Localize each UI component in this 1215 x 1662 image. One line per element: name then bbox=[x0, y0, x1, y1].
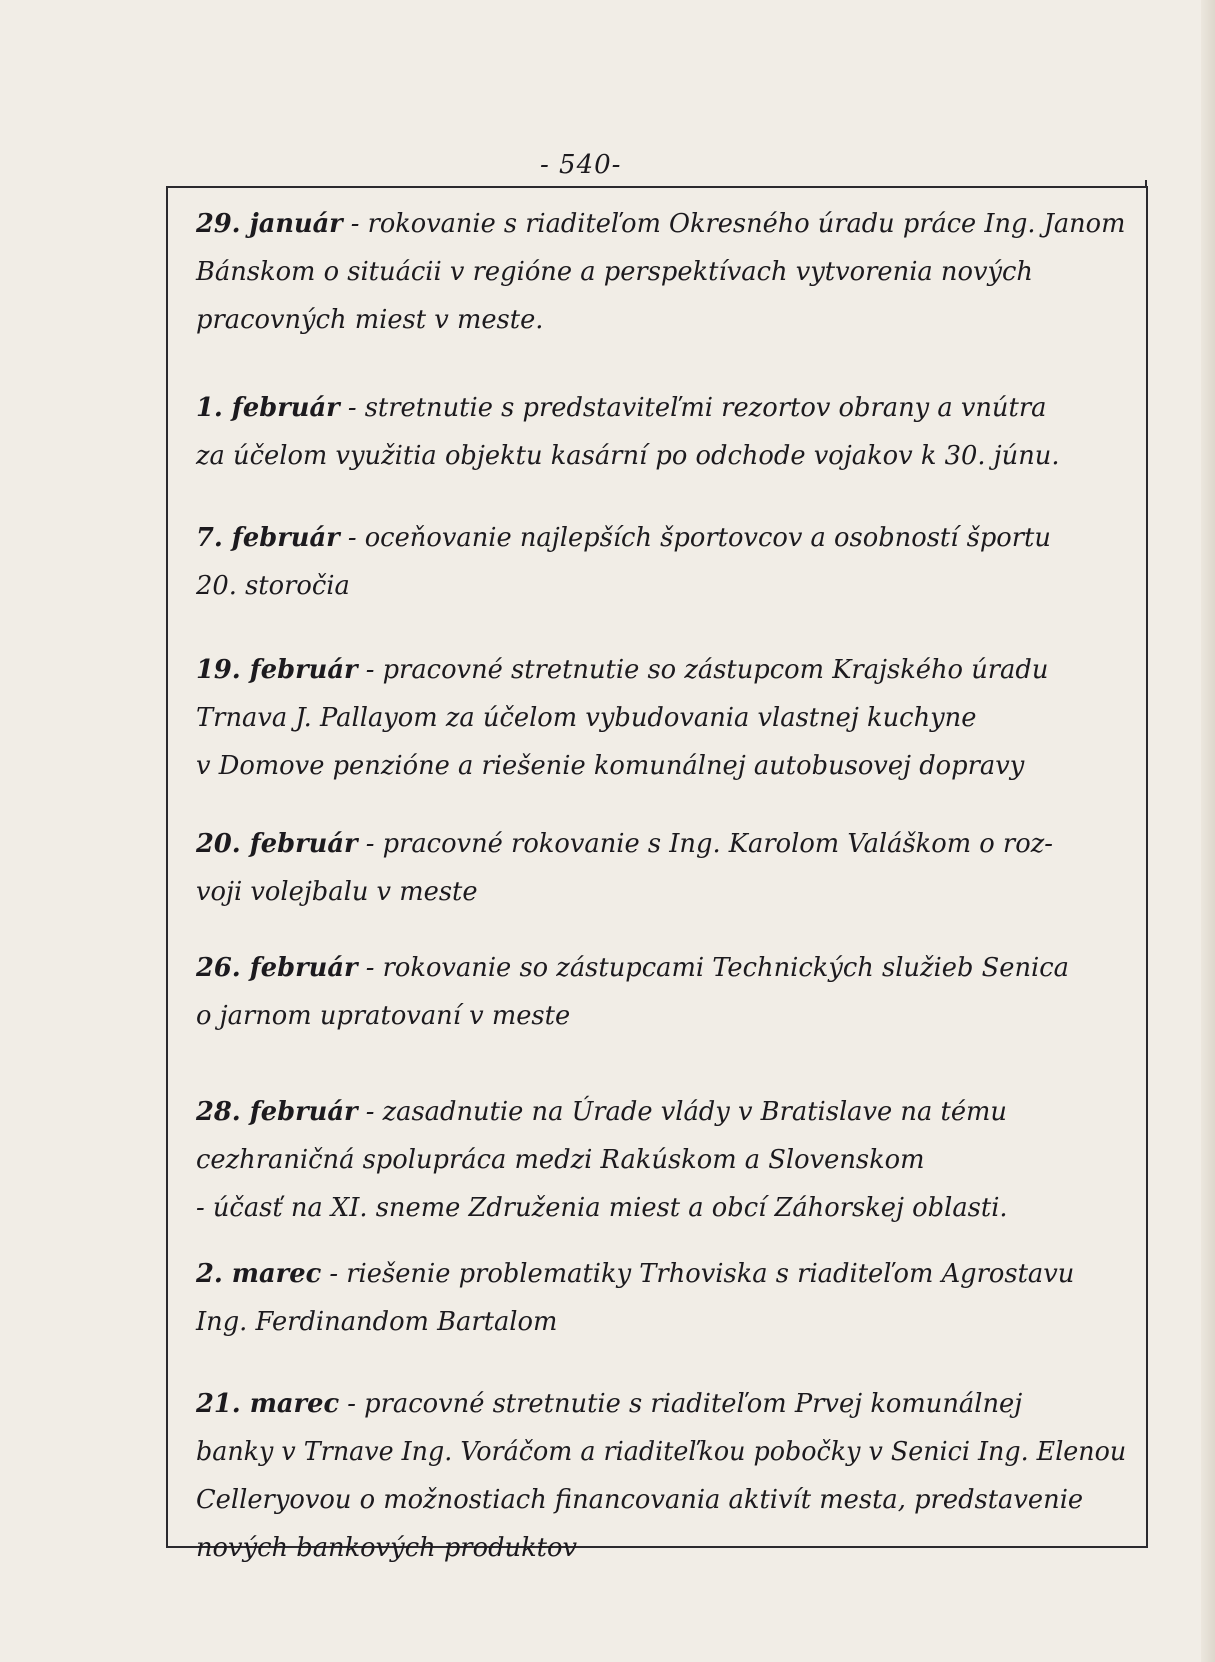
entry-first-line bbox=[196, 384, 1126, 432]
entry-first-line bbox=[196, 646, 1126, 694]
entry-text: - pracovné stretnutie s riaditeľom Prvej komunálnej bbox=[339, 1389, 1023, 1419]
entry-date: 19. február bbox=[196, 655, 358, 685]
entry-date: 1. február bbox=[196, 393, 340, 423]
entry-date: 7. február bbox=[196, 523, 340, 553]
entry-29-januar bbox=[196, 200, 1136, 344]
page-edge bbox=[1201, 0, 1215, 1662]
entry-date: 2. marec bbox=[196, 1259, 322, 1289]
entry-first-line bbox=[196, 1088, 1126, 1136]
entry-text: - rokovanie so zástupcami Technických služieb Senica bbox=[357, 953, 1069, 983]
entry-text: pracovných miest v meste. bbox=[196, 305, 544, 335]
entry-19-februar bbox=[196, 646, 1136, 790]
entry-text: - pracovné stretnutie so zástupcom Krajského úradu bbox=[357, 655, 1049, 685]
entry-first-line bbox=[196, 820, 1126, 868]
entry-text: Trnava J. Pallayom za účelom vybudovania vlastnej kuchyne bbox=[196, 703, 977, 733]
entry-20-februar bbox=[196, 820, 1136, 916]
entry-text: - stretnutie s predstaviteľmi rezortov obrany a vnútra bbox=[339, 393, 1047, 423]
entry-text: banky v Trnave Ing. Voráčom a riaditeľkou pobočky v Senici Ing. Elenou bbox=[196, 1437, 1127, 1467]
entry-text: Ing. Ferdinandom Bartalom bbox=[196, 1307, 558, 1337]
page-number: - 540- bbox=[540, 150, 622, 180]
entry-text: - zasadnutie na Úrade vlády v Bratislave na tému bbox=[357, 1097, 1007, 1127]
entry-26-februar bbox=[196, 944, 1136, 1040]
entry-first-line bbox=[196, 1250, 1126, 1298]
entry-first-line bbox=[196, 944, 1126, 992]
entry-first-line bbox=[196, 1380, 1126, 1428]
entry-text: - riešenie problematiky Trhoviska s riaditeľom Agrostavu bbox=[321, 1259, 1075, 1289]
entry-text: - rokovanie s riaditeľom Okresného úradu práce Ing. Janom bbox=[342, 209, 1126, 239]
entry-text: 20. storočia bbox=[196, 571, 350, 601]
entry-text: - pracovné rokovanie s Ing. Karolom Valáškom o roz- bbox=[357, 829, 1053, 859]
entry-date: 20. február bbox=[196, 829, 358, 859]
entry-text: Bánskom o situácii v regióne a perspektívach vytvorenia nových bbox=[196, 257, 1033, 287]
entry-7-februar bbox=[196, 514, 1136, 610]
entry-text: - oceňovanie najlepších športovcov a osobností športu bbox=[339, 523, 1051, 553]
entry-text: voji volejbalu v meste bbox=[196, 877, 478, 907]
entry-date: 21. marec bbox=[196, 1389, 340, 1419]
entry-date: 29. január bbox=[196, 209, 343, 239]
entry-date: 28. február bbox=[196, 1097, 358, 1127]
entry-1-februar bbox=[196, 384, 1136, 480]
entry-first-line bbox=[196, 514, 1126, 562]
entry-21-marec bbox=[196, 1380, 1136, 1572]
entry-28-februar bbox=[196, 1088, 1136, 1232]
entry-text: nových bankových produktov bbox=[196, 1533, 578, 1563]
entry-text: cezhraničná spolupráca medzi Rakúskom a Slovenskom bbox=[196, 1145, 925, 1175]
entry-2-marec bbox=[196, 1250, 1136, 1346]
entry-first-line bbox=[196, 200, 1126, 248]
entry-text: o jarnom upratovaní v meste bbox=[196, 1001, 571, 1031]
entry-text: za účelom využitia objektu kasární po odchode vojakov k 30. júnu. bbox=[196, 441, 1060, 471]
entry-text: Celleryovou o možnostiach financovania aktivít mesta, predstavenie bbox=[196, 1485, 1084, 1515]
entry-text: - účasť na XI. sneme Združenia miest a obcí Záhorskej oblasti. bbox=[196, 1193, 1008, 1223]
entry-text: v Domove penzióne a riešenie komunálnej autobusovej dopravy bbox=[196, 751, 1025, 781]
entry-date: 26. február bbox=[196, 953, 358, 983]
